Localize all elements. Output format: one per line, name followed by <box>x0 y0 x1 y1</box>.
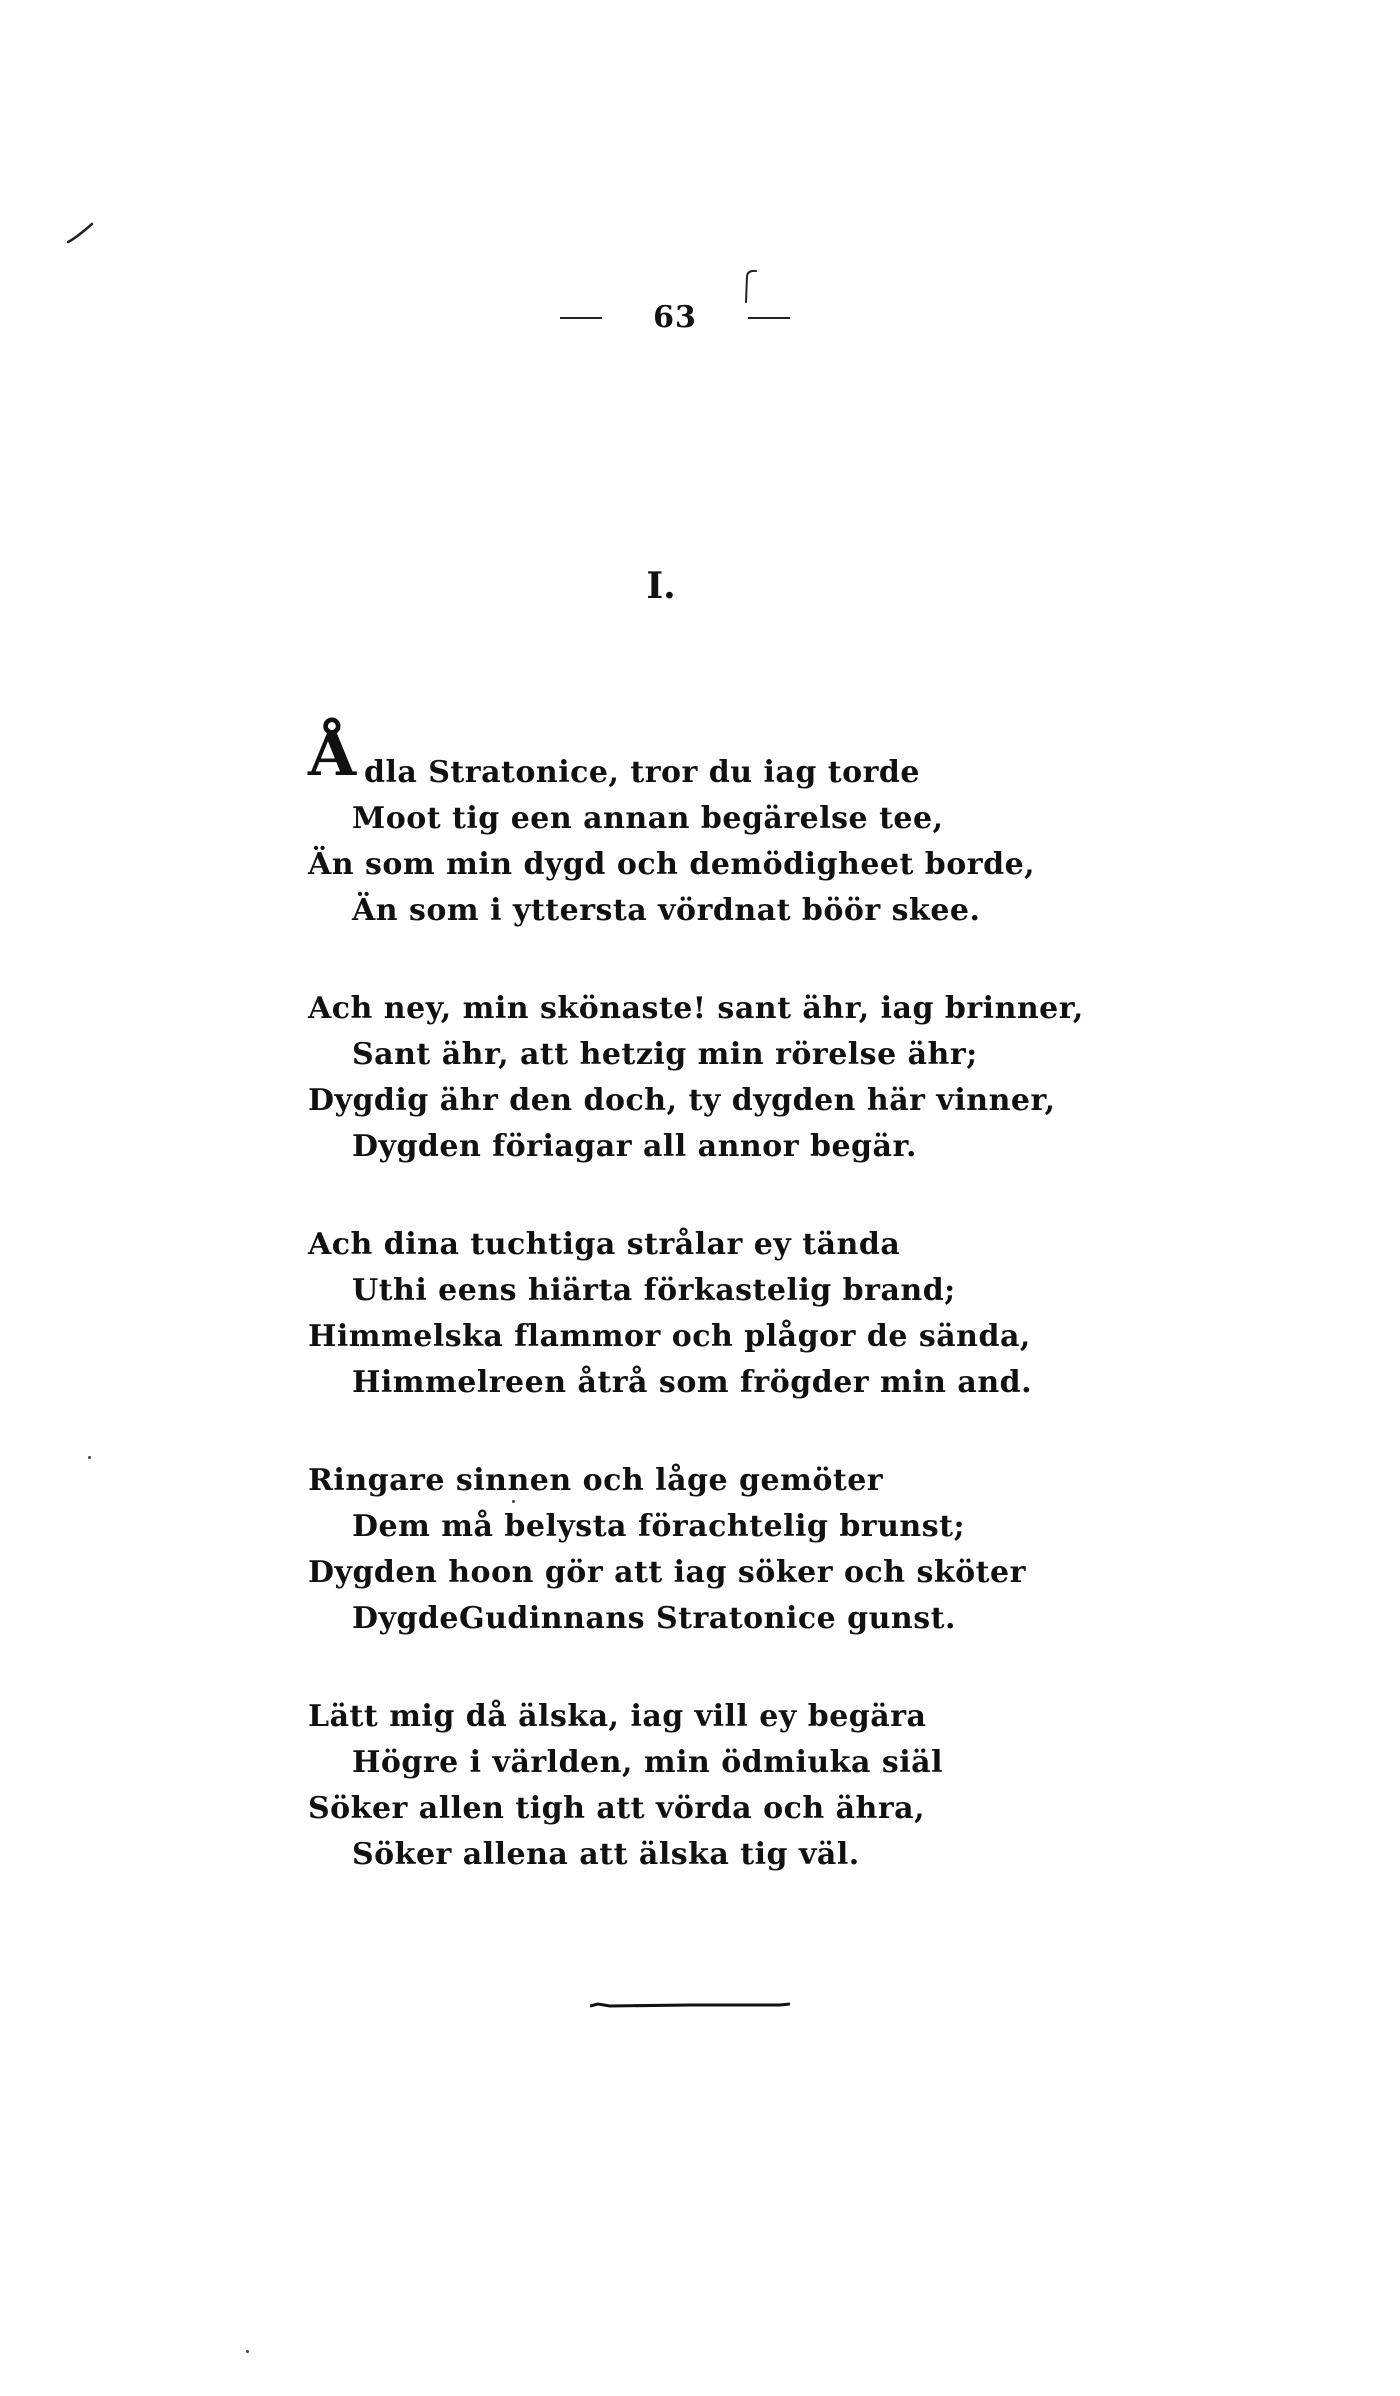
stanza-3 <box>308 1222 1088 1406</box>
page-number: 63 <box>653 300 697 335</box>
poem-line: Än som i yttersta vördnat böör skee. <box>352 893 981 928</box>
poem-line: Än som min dygd och demödigheet borde, <box>308 847 1036 882</box>
poem-line: Uthi eens hiärta förkastelig brand; <box>352 1273 956 1308</box>
stanza-1 <box>308 717 1088 934</box>
poem-line: Söker allena att älska tig väl. <box>352 1837 860 1872</box>
poem-line: Lätt mig då älska, iag vill ey begära <box>308 1699 927 1734</box>
stanza-2 <box>308 986 1088 1170</box>
poem-line: Dygden hoon gör att iag söker och sköter <box>308 1555 1026 1590</box>
poem-line: Ringare sinnen och låge gemöter <box>308 1463 884 1498</box>
section-number-label: I. <box>646 565 676 607</box>
poem-line <box>308 717 1088 796</box>
poem-line: Himmelreen åtrå som frögder min and. <box>352 1365 1033 1400</box>
header-dash-left <box>560 317 602 319</box>
pencil-mark-icon <box>740 268 760 304</box>
stanza-5 <box>308 1694 1088 1878</box>
drop-cap: Å <box>308 717 357 790</box>
poem-line-text: dla Stratonice, tror du iag torde <box>364 755 920 790</box>
paper-speck <box>246 2350 249 2353</box>
paper-speck <box>88 1456 91 1459</box>
poem <box>308 717 1088 1930</box>
poem-line: Dem må belysta förachtelig brunst; <box>352 1509 966 1544</box>
paper-speck <box>512 1500 515 1503</box>
header-dash-right <box>748 317 790 319</box>
stanza-4 <box>308 1458 1088 1642</box>
poem-line: Högre i världen, min ödmiuka siäl <box>352 1745 943 1780</box>
closing-rule <box>590 2002 790 2008</box>
poem-line: Himmelska flammor och plågor de sända, <box>308 1319 1031 1354</box>
page-header <box>560 300 790 335</box>
check-mark-icon <box>66 222 94 244</box>
poem-line: DygdeGudinnans Stratonice gunst. <box>352 1601 956 1636</box>
section-number <box>0 565 1400 607</box>
poem-line: Moot tig een annan begärelse tee, <box>352 801 944 836</box>
poem-line: Dygden föriagar all annor begär. <box>352 1129 917 1164</box>
poem-line: Ach dina tuchtiga strålar ey tända <box>308 1227 901 1262</box>
poem-line: Sant ähr, att hetzig min rörelse ähr; <box>352 1037 978 1072</box>
poem-line: Dygdig ähr den doch, ty dygden här vinner, <box>308 1083 1056 1118</box>
poem-line: Ach ney, min skönaste! sant ähr, iag brinner, <box>308 991 1084 1026</box>
poem-line: Söker allen tigh att vörda och ähra, <box>308 1791 926 1826</box>
